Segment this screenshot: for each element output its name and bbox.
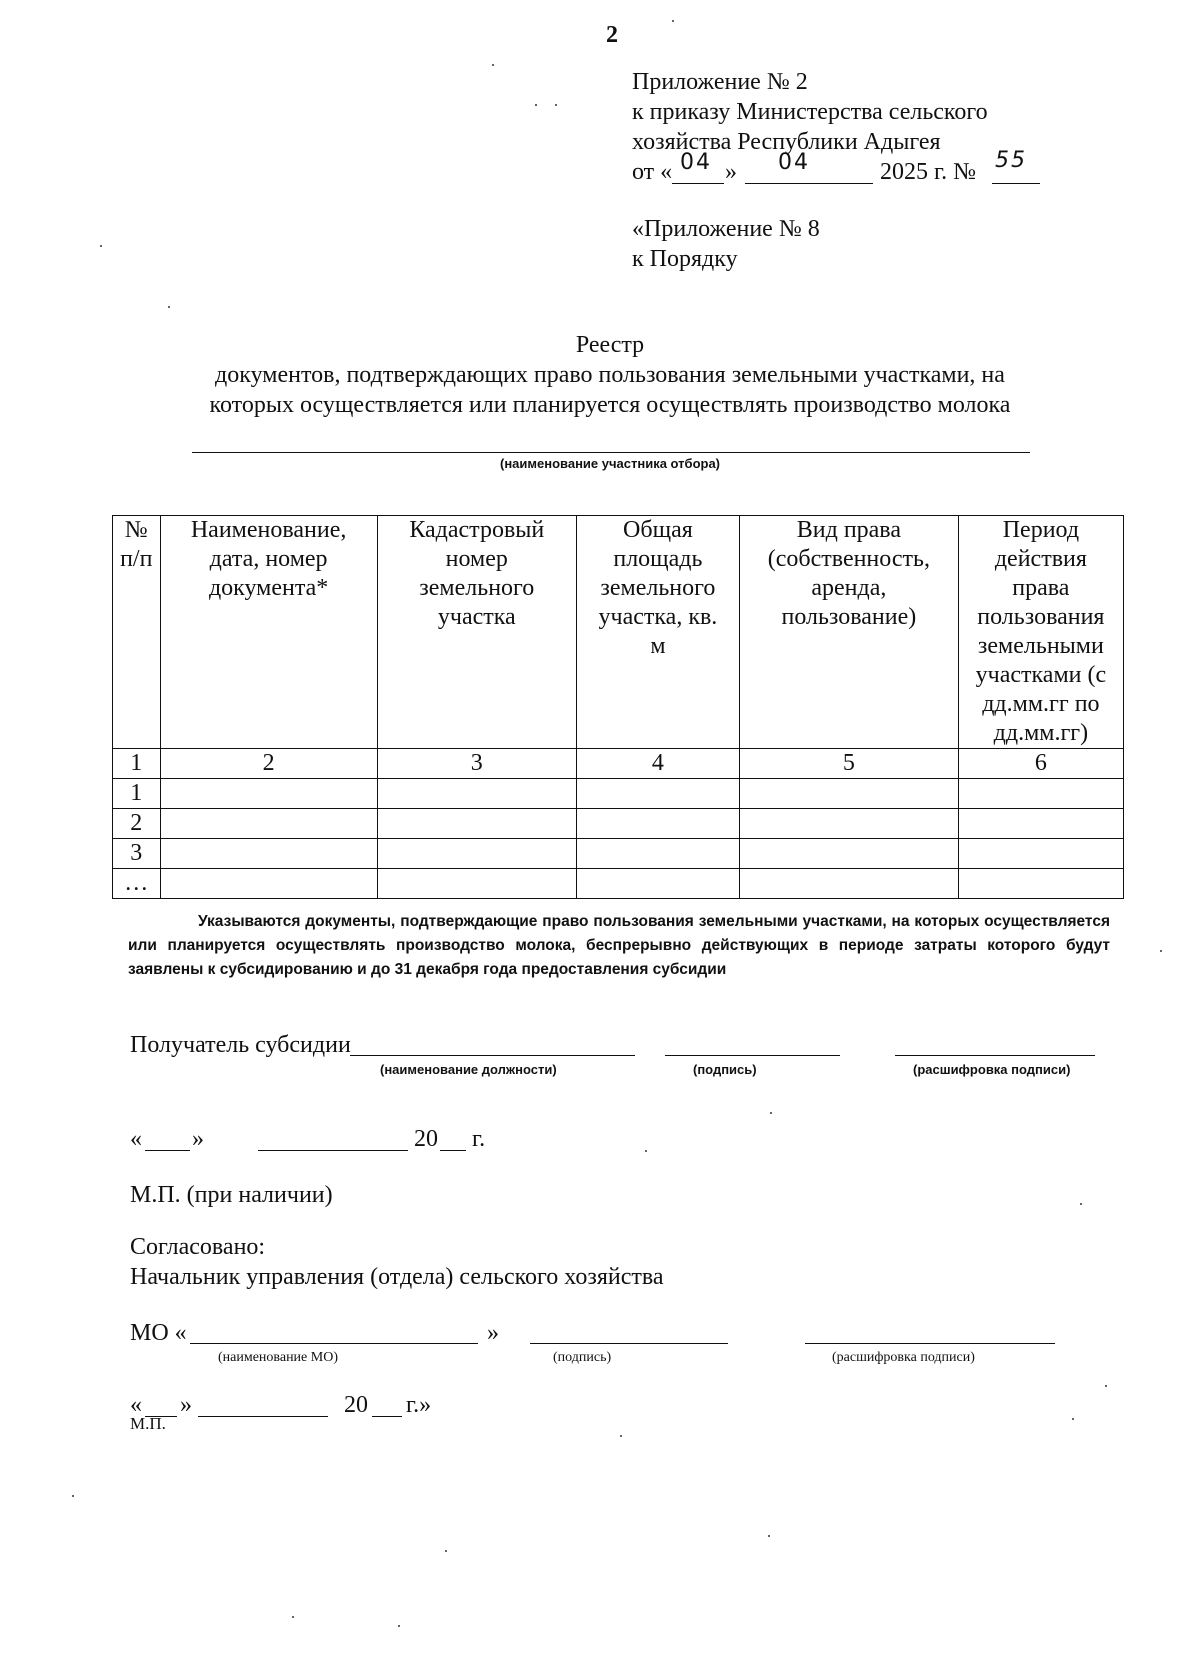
final-date-close: » xyxy=(180,1392,192,1418)
caption-signature: (подпись) xyxy=(693,1062,757,1077)
column-number: 2 xyxy=(160,749,377,779)
table-cell xyxy=(160,869,377,899)
approved-label: Согласовано: xyxy=(130,1234,266,1260)
header-document: Наименование, дата, номер документа* xyxy=(160,516,377,749)
caption-mo-decoding: (расшифровка подписи) xyxy=(832,1350,975,1365)
appendix-date-prefix: от « xyxy=(632,159,673,185)
table-cell xyxy=(958,839,1123,869)
table-cell xyxy=(160,779,377,809)
mo-suffix: » xyxy=(487,1320,499,1346)
table-cell xyxy=(377,869,576,899)
appendix-title: Приложение № 2 xyxy=(632,69,808,95)
table-cell xyxy=(377,839,576,869)
approved-head: Начальник управления (отдела) сельского хозяйства xyxy=(130,1264,664,1290)
final-date-year: 20 xyxy=(344,1392,368,1418)
recipient-label: Получатель субсидии xyxy=(130,1032,351,1058)
table-row xyxy=(113,869,1124,899)
header-cadastral: Кадастровый номер земельного участка xyxy=(377,516,576,749)
register-subtitle-2: которых осуществляется или планируется осуществлять производство молока xyxy=(209,392,1011,418)
table-cell xyxy=(958,809,1123,839)
register-title: Реестр xyxy=(575,332,645,358)
column-number: 4 xyxy=(576,749,739,779)
column-number: 6 xyxy=(958,749,1123,779)
caption-decoding: (расшифровка подписи) xyxy=(913,1062,1071,1077)
final-stamp: М.П. xyxy=(130,1414,166,1433)
table-cell xyxy=(739,809,958,839)
date-year: 20 xyxy=(414,1126,438,1152)
header-right-type: Вид права (собственность, аренда, пользование) xyxy=(739,516,958,749)
participant-caption: (наименование участника отбора) xyxy=(499,456,721,471)
table-cell xyxy=(377,779,576,809)
final-date-open: « xyxy=(130,1392,142,1418)
page-number: 2 xyxy=(606,22,618,48)
appendix-ref-title: «Приложение № 8 xyxy=(632,216,820,242)
header-number: № п/п xyxy=(113,516,161,749)
table-cell xyxy=(377,809,576,839)
caption-mo: (наименование МО) xyxy=(218,1350,338,1365)
table-cell xyxy=(576,869,739,899)
mo-prefix: МО « xyxy=(130,1320,187,1346)
footnote: Указываются документы, подтверждающие право пользования земельными участками, на которых осуществляется или планируется осуществлять производство молока, беспрерывно действующих в периоде затраты которого будут заявлены к субсидированию и до 31 декабря года предоставления субсидии xyxy=(128,913,1110,978)
date-suffix: г. xyxy=(472,1126,486,1152)
table-header-row xyxy=(113,516,1124,749)
appendix-ref-order: к Порядку xyxy=(632,246,738,272)
stamp-label: М.П. (при наличии) xyxy=(130,1182,333,1208)
date-close-quote: » xyxy=(192,1126,204,1152)
table-cell xyxy=(739,779,958,809)
header-period: Период действия права пользования земельными участками (с дд.мм.гг по дд.мм.гг) xyxy=(958,516,1123,749)
caption-mo-signature: (подпись) xyxy=(553,1350,612,1365)
table-row xyxy=(113,809,1124,839)
column-number: 1 xyxy=(113,749,161,779)
handwritten-day: 04 xyxy=(680,150,712,175)
handwritten-number: 55 xyxy=(995,148,1027,173)
row-number: … xyxy=(113,869,161,899)
register-table xyxy=(112,515,1124,899)
table-cell xyxy=(958,779,1123,809)
table-cell xyxy=(958,869,1123,899)
table-row xyxy=(113,839,1124,869)
table-cell xyxy=(739,839,958,869)
handwritten-month: 04 xyxy=(778,150,810,175)
column-number: 3 xyxy=(377,749,576,779)
appendix-ministry-line: хозяйства Республики Адыгея xyxy=(632,129,941,155)
appendix-date-mid: » xyxy=(725,159,737,185)
final-date-suffix: г.» xyxy=(406,1392,432,1418)
appendix-order-line: к приказу Министерства сельского xyxy=(632,99,988,125)
table-cell xyxy=(160,809,377,839)
column-number: 5 xyxy=(739,749,958,779)
row-number: 1 xyxy=(113,779,161,809)
table-cell xyxy=(576,779,739,809)
row-number: 3 xyxy=(113,839,161,869)
appendix-year-number: 2025 г. № xyxy=(880,159,977,185)
date-open-quote: « xyxy=(130,1126,142,1152)
table-cell xyxy=(576,839,739,869)
register-subtitle-1: документов, подтверждающих право пользования земельными участками, на xyxy=(215,362,1005,388)
table-row xyxy=(113,779,1124,809)
table-cell xyxy=(160,839,377,869)
row-number: 2 xyxy=(113,809,161,839)
table-cell xyxy=(576,809,739,839)
column-numbers-row xyxy=(113,749,1124,779)
header-area: Общая площадь земельного участка, кв. м xyxy=(576,516,739,749)
table-cell xyxy=(739,869,958,899)
caption-position: (наименование должности) xyxy=(380,1062,557,1077)
